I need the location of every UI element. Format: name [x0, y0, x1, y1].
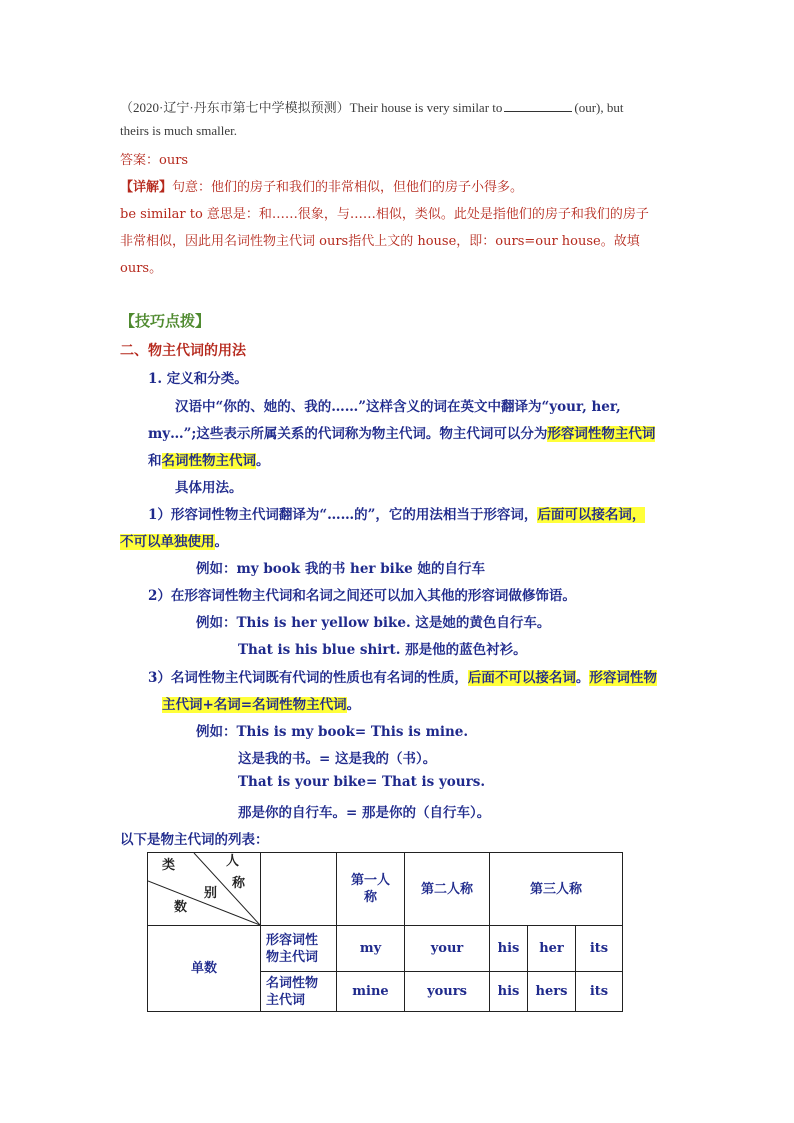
para1-and: 和 [148, 453, 162, 469]
para1-line-2 [148, 422, 655, 442]
tips-heading: 【技巧点拨】 [120, 312, 211, 330]
row-label-noun-text: 名词性物主代词 [266, 975, 319, 1008]
table-corner-cell [148, 853, 261, 926]
explain-text: 句意：他们的房子和我们的非常相似，但他们的房子小得多。 [172, 180, 524, 195]
table-header-row [148, 853, 623, 926]
rule-3-line-2 [162, 693, 360, 713]
cell-adj-third-m: his [490, 926, 528, 972]
rule-1-highlight-a: 后面可以接名词， [537, 507, 646, 523]
row-group-singular: 单数 [148, 926, 261, 1012]
rule-3-highlight-b: 形容词性物 [589, 670, 657, 686]
question-line-1 [120, 97, 624, 116]
corner-cheng: 称 [232, 876, 246, 891]
rule-1-text: 1）形容词性物主代词翻译为“……的”，它的用法相当于形容词， [148, 507, 538, 523]
header-third-person: 第三人称 [490, 853, 623, 926]
answer-label: 答案： [120, 153, 160, 168]
rule-1-line-2 [120, 530, 228, 550]
cell-adj-third-n: its [576, 926, 623, 972]
example-3d: 那是你的自行车。= 那是你的（自行车）。 [238, 805, 491, 821]
example-3a: 例如：This is my book= This is mine. [196, 724, 469, 740]
diagonal-header [148, 853, 260, 925]
rule-3-end: 。 [346, 697, 361, 713]
pronoun-table [147, 852, 623, 1012]
table-header-blank [261, 853, 337, 926]
corner-ren: 人 [226, 854, 240, 869]
para1-line-1: 汉语中“你的、她的、我的……”这样含义的词在英文中翻译为“your, her, [175, 399, 621, 415]
row-label-adjective-text: 形容词性物主代词 [266, 932, 319, 965]
explain-line-1 [120, 176, 523, 195]
rule-3-period: 。 [575, 670, 590, 686]
example-3b: 这是我的书。= 这是我的（书）。 [238, 751, 437, 767]
rule-3-line-1 [148, 666, 657, 686]
question-text-post: (our), but [574, 100, 624, 115]
answer-line [120, 149, 188, 168]
para1-end: 。 [256, 453, 270, 469]
cell-adj-third-f: her [528, 926, 576, 972]
cell-adj-second: your [405, 926, 490, 972]
rule-1-end: 。 [214, 534, 228, 550]
rule-2: 2）在形容词性物主代词和名词之间还可以加入其他的形容词做修饰语。 [148, 588, 576, 604]
question-source: （2020·辽宁·丹东市第七中学模拟预测） [120, 100, 350, 115]
header-first-person-text: 第一人称 [350, 873, 390, 905]
header-second-person: 第二人称 [405, 853, 490, 926]
cell-noun-third-n: its [576, 972, 623, 1012]
table-intro: 以下是物主代词的列表： [120, 832, 269, 848]
corner-shu: 数 [174, 900, 188, 915]
explain-line-4: ours。 [120, 261, 163, 276]
example-2a: 例如：This is her yellow bike. 这是她的黄色自行车。 [196, 615, 551, 631]
rule-3-text: 3）名词性物主代词既有代词的性质也有名词的性质， [148, 670, 468, 686]
highlight-adjective-pronoun: 形容词性物主代词 [547, 426, 656, 442]
corner-lei: 类 [162, 858, 176, 873]
cell-noun-third-m: his [490, 972, 528, 1012]
row-label-adjective [261, 926, 337, 972]
cell-noun-third-f: hers [528, 972, 576, 1012]
corner-bie: 别 [204, 886, 218, 901]
para1-line-3 [148, 449, 270, 469]
example-3c: That is your bike= That is yours. [238, 774, 486, 790]
section-title: 二、物主代词的用法 [120, 343, 246, 359]
answer-value: ours [159, 153, 189, 168]
highlight-noun-pronoun: 名词性物主代词 [161, 453, 256, 469]
usage-label: 具体用法。 [175, 480, 243, 496]
rule-3-highlight-a: 后面不可以接名词 [467, 670, 576, 686]
para1-text: my…”;这些表示所属关系的代词称为物主代词。物主代词可以分为 [148, 426, 548, 442]
answer-blank [504, 99, 572, 112]
row-label-noun [261, 972, 337, 1012]
explain-line-3: 非常相似，因此用名词性物主代词 ours指代上文的 house，即：ours=our house。故填 [120, 234, 640, 249]
cell-noun-first: mine [337, 972, 405, 1012]
explain-tag: 【详解】 [120, 180, 173, 195]
table-row-adjective [148, 926, 623, 972]
header-first-person [337, 853, 405, 926]
cell-adj-first: my [337, 926, 405, 972]
rule-1-highlight-b: 不可以单独使用 [120, 534, 215, 550]
example-2b: That is his blue shirt. 那是他的蓝色衬衫。 [238, 642, 527, 658]
question-line-2: theirs is much smaller. [120, 123, 237, 138]
example-1: 例如：my book 我的书 her bike 她的自行车 [196, 561, 485, 577]
subheading-definition: 1. 定义和分类。 [148, 371, 248, 387]
question-text-pre: Their house is very similar to [349, 100, 503, 115]
rule-1-line-1 [148, 503, 645, 523]
rule-3-highlight-c: 主代词+名词=名词性物主代词 [162, 697, 347, 713]
cell-noun-second: yours [405, 972, 490, 1012]
explain-line-2: be similar to 意思是：和……很象，与……相似，类似。此处是指他们的房子和我们的房子 [120, 207, 649, 222]
